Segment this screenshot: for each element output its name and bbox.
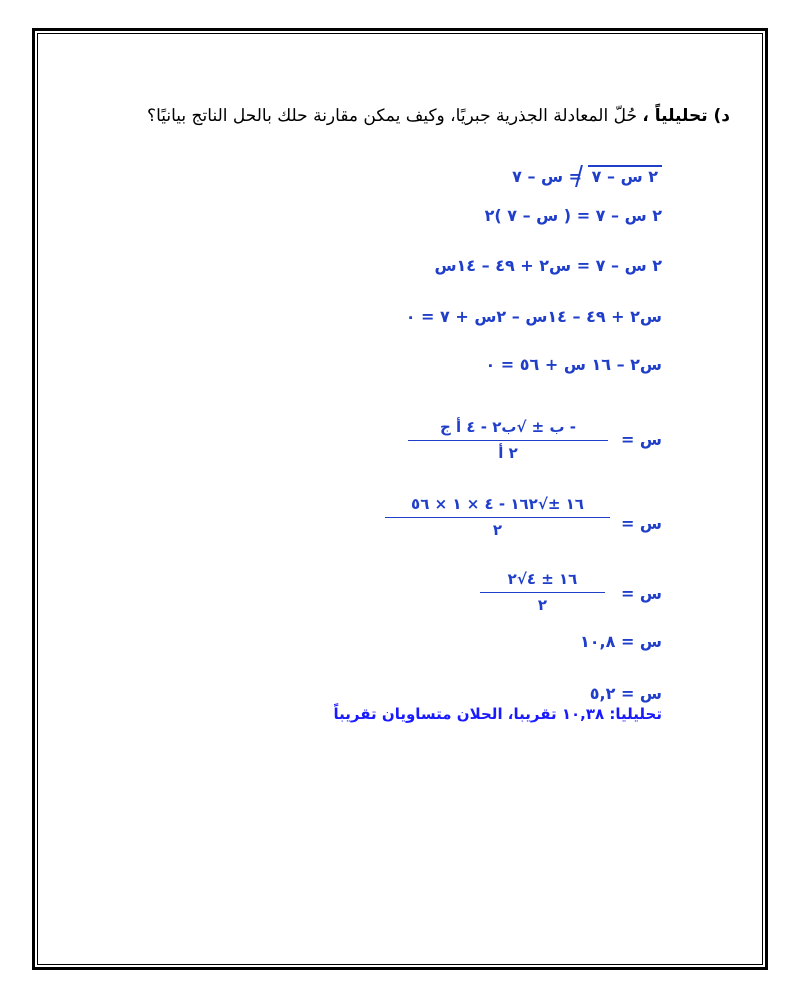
fraction-bar — [480, 592, 605, 593]
step-1 — [512, 165, 662, 186]
step-5: س٢ – ١٦ س + ٥٦ = ٠ — [485, 355, 662, 374]
formula-1-denominator: ٢ أ — [498, 444, 518, 462]
question-label: د) تحليلياً ، — [642, 106, 730, 126]
step-6: س = ١٠,٨ — [580, 632, 662, 651]
formula-1-lhs: س = — [620, 430, 662, 449]
formula-2-denominator: ٢ — [492, 521, 503, 539]
formula-2-lhs: س = — [620, 514, 662, 533]
radical-expression: ٢ س – ٧ — [588, 165, 662, 186]
formula-3-numerator: ١٦ ± ٤√٢ — [507, 570, 578, 588]
question-line — [147, 106, 730, 126]
step-2: ٢ س – ٧ = ( س – ٧ )٢ — [484, 206, 662, 225]
formula-3-fraction — [480, 570, 605, 614]
formula-3-lhs: س = — [620, 584, 662, 603]
formula-1-fraction — [408, 418, 608, 462]
formula-2-numerator: ١٦ ±√١٦٢ - ٤ × ١ × ٥٦ — [411, 495, 584, 513]
conclusion-text: تحليليا: ١٠,٣٨ تقريبا، الحلان متساويان تقريباً — [333, 705, 662, 723]
step-4: س٢ + ٤٩ – ١٤س – ٢س + ٧ = ٠ — [405, 307, 662, 326]
question-text: حُلّ المعادلة الجذرية جبريًا، وكيف يمكن مقارنة حلك بالحل الناتج بيانيًا؟ — [147, 106, 638, 126]
fraction-bar — [385, 517, 610, 518]
step-7: س = ٥,٢ — [589, 684, 662, 703]
formula-1-numerator: - ب ± √ب٢ - ٤ أ ج — [439, 418, 576, 436]
step-3: ٢ س – ٧ = س٢ + ٤٩ – ١٤س — [434, 256, 662, 275]
formula-2-fraction — [385, 495, 610, 539]
formula-3-denominator: ٢ — [537, 596, 548, 614]
fraction-bar — [408, 440, 608, 441]
step-1-rhs: = س – ٧ — [512, 167, 583, 186]
